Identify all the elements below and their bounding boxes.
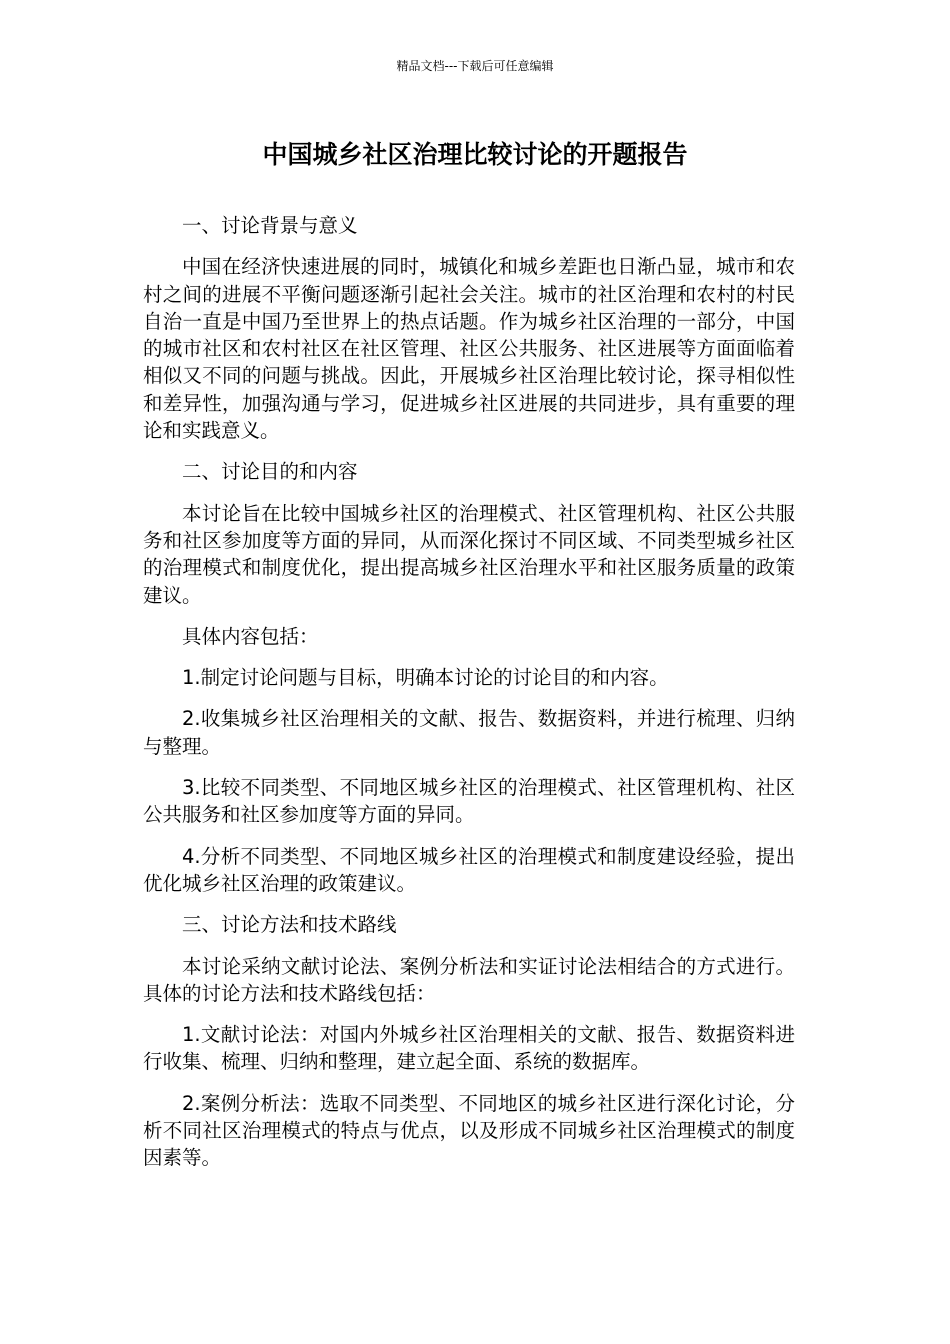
- paragraph: 本讨论旨在比较中国城乡社区的治理模式、社区管理机构、社区公共服务和社区参加度等方面的异同，从而深化探讨不同区域、不同类型城乡社区的治理模式和制度优化，提出提高城乡社区治理水平和社区服务质量的政策建议。: [143, 501, 795, 607]
- document-body: [143, 212, 795, 1186]
- page-header-watermark: 精品文档---下载后可任意编辑: [396, 59, 554, 73]
- paragraph: 中国在经济快速进展的同时，城镇化和城乡差距也日渐凸显，城市和农村之间的进展不平衡问题逐渐引起社会关注。城市的社区治理和农村的村民自治一直是中国乃至世界上的热点话题。作为城乡社区治理的一部分，中国的城市社区和农村社区在社区管理、社区公共服务、社区进展等方面面临着相似又不同的问题与挑战。因此，开展城乡社区治理比较讨论，探寻相似性和差异性，加强沟通与学习，促进城乡社区进展的共同进步，具有重要的理论和实践意义。: [143, 255, 795, 443]
- list-item: 1.制定讨论问题与目标，明确本讨论的讨论目的和内容。: [182, 666, 669, 690]
- list-item: 3.比较不同类型、不同地区城乡社区的治理模式、社区管理机构、社区公共服务和社区参加度等方面的异同。: [143, 776, 795, 827]
- list-item: 4.分析不同类型、不同地区城乡社区的治理模式和制度建设经验，提出优化城乡社区治理的政策建议。: [143, 844, 795, 895]
- list-item: 1.文献讨论法：对国内外城乡社区治理相关的文献、报告、数据资料进行收集、梳理、归纳和整理，建立起全面、系统的数据库。: [143, 1023, 795, 1074]
- section-heading: 三、讨论方法和技术路线: [182, 913, 397, 937]
- document-title: 中国城乡社区治理比较讨论的开题报告: [262, 140, 688, 169]
- section-heading: 一、讨论背景与意义: [182, 214, 358, 237]
- list-item: 2.案例分析法：选取不同类型、不同地区的城乡社区进行深化讨论，分析不同社区治理模式的特点与优点，以及形成不同城乡社区治理模式的制度因素等。: [143, 1091, 795, 1170]
- paragraph: 本讨论采纳文献讨论法、案例分析法和实证讨论法相结合的方式进行。具体的讨论方法和技术路线包括：: [143, 954, 795, 1005]
- section-heading: 二、讨论目的和内容: [182, 460, 358, 484]
- paragraph: 具体内容包括：: [182, 624, 319, 648]
- list-item: 2.收集城乡社区治理相关的文献、报告、数据资料，并进行梳理、归纳与整理。: [143, 707, 795, 758]
